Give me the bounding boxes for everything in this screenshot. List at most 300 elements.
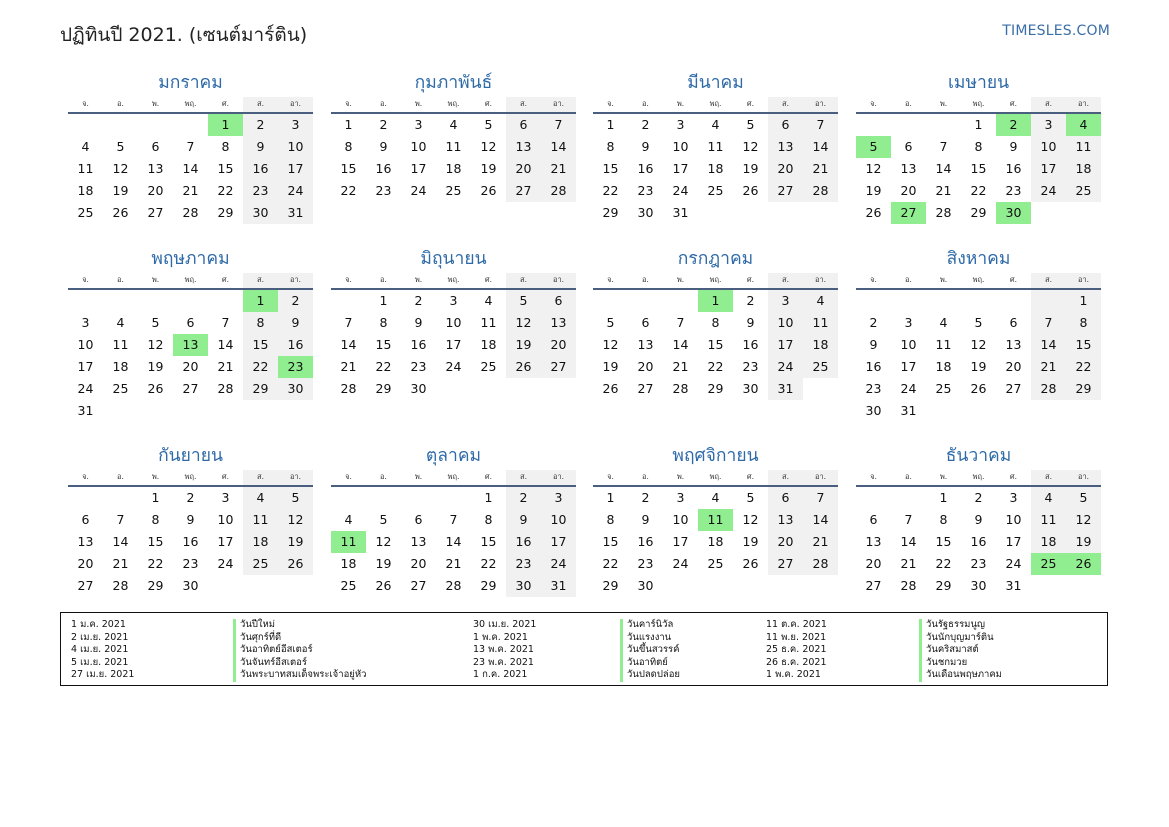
weekday-header: พ. [939,275,948,284]
day-cell: 17 [672,161,689,176]
weekday-header-row [331,273,576,290]
holiday-day-cell: 23 [278,356,313,378]
day-cell: 20 [900,183,917,198]
month-name: กรกฎาคม [677,249,754,269]
holiday-date: 1 ก.ค. 2021 [473,669,528,680]
day-cell: 4 [484,293,493,308]
month-calendar [331,445,576,597]
weekday-header-row [856,470,1101,487]
day-cell: 14 [672,337,689,352]
day-cell: 3 [414,117,423,132]
day-cell: 19 [1066,531,1101,553]
site-link[interactable]: TIMESLES.COM [1002,23,1110,39]
empty-day-cell [278,575,313,597]
holiday-day-cell: 1 [208,114,243,136]
day-cell: 30 [865,403,882,418]
holiday-date: 27 เม.ย. 2021 [71,669,135,680]
week-row [856,531,1101,553]
week-row [331,553,576,575]
week-row [856,487,1101,509]
weekday-header: พ. [414,275,423,284]
day-cell: 9 [869,337,878,352]
week-row [331,312,576,334]
day-cell: 18 [480,337,497,352]
weekday-header: พ. [676,275,685,284]
day-cell: 22 [147,556,164,571]
day-cell: 20 [147,183,164,198]
day-cell: 25 [707,183,724,198]
day-cell: 13 [637,337,654,352]
day-cell: 4 [116,315,125,330]
week-row [856,290,1101,312]
day-cell: 11 [1031,509,1066,531]
day-cell: 26 [970,381,987,396]
weekday-header: พฤ. [972,275,985,284]
day-cell: 15 [707,337,724,352]
holiday-name: วันพระบาทสมเด็จพระเจ้าอยู่หัว [233,669,366,682]
empty-day-cell [173,290,208,312]
week-row [856,158,1101,180]
holiday-date: 26 ธ.ค. 2021 [766,656,827,668]
weekday-header: พฤ. [709,99,722,108]
day-cell: 15 [147,534,164,549]
day-cell: 10 [672,139,689,154]
weekday-header: ศ. [484,99,493,108]
day-cell: 5 [151,315,160,330]
day-cell: 7 [541,114,576,136]
day-cell: 19 [278,531,313,553]
day-cell: 9 [243,136,278,158]
day-cell: 21 [900,556,917,571]
empty-day-cell [208,290,243,312]
day-cell: 6 [768,487,803,509]
day-cell: 11 [112,337,129,352]
day-cell: 11 [803,312,838,334]
day-cell: 7 [449,512,458,527]
day-cell: 30 [182,578,199,593]
empty-day-cell [331,290,366,312]
holiday-date: 30 เม.ย. 2021 [473,619,537,630]
week-row [856,378,1101,400]
day-cell: 19 [970,359,987,374]
day-cell: 26 [278,553,313,575]
week-row [68,400,313,422]
month-calendar [593,445,838,597]
month-calendar [856,248,1101,422]
weekday-header: ส. [1031,273,1066,288]
day-cell: 9 [974,512,983,527]
day-cell: 1 [484,490,493,505]
day-cell: 20 [182,359,199,374]
day-cell: 1 [151,490,160,505]
month-name: พฤษภาคม [151,249,230,269]
day-cell: 26 [742,556,759,571]
day-cell: 21 [803,531,838,553]
empty-day-cell [103,114,138,136]
day-cell: 13 [865,534,882,549]
weekday-header: อา. [278,470,313,485]
weekday-header: ศ. [221,99,230,108]
day-cell: 17 [541,531,576,553]
holiday-name: วันรัฐธรรมนูญ [919,619,1002,632]
day-cell: 14 [803,509,838,531]
day-cell: 3 [676,490,685,505]
weekday-header: อา. [1066,470,1101,485]
holiday-date: 1 ม.ค. 2021 [71,619,126,630]
weekday-header: จ. [345,99,352,108]
weekday-header: จ. [82,275,89,284]
empty-day-cell [401,487,436,509]
day-cell: 21 [1031,356,1066,378]
day-cell: 21 [112,556,129,571]
day-cell: 12 [742,512,759,527]
holiday-date: 11 ต.ค. 2021 [766,619,827,630]
week-row [68,575,313,597]
day-cell: 22 [217,183,234,198]
day-cell: 24 [541,553,576,575]
day-cell: 12 [742,139,759,154]
day-cell: 11 [77,161,94,176]
month-calendar [331,72,576,202]
day-cell: 9 [641,512,650,527]
day-cell: 10 [768,312,803,334]
holiday-day-cell: 1 [698,290,733,312]
day-cell: 29 [480,578,497,593]
day-cell: 14 [803,136,838,158]
empty-day-cell [366,487,401,509]
day-cell: 16 [410,337,427,352]
day-cell: 9 [278,312,313,334]
month-calendar [856,445,1101,597]
day-cell: 26 [506,356,541,378]
holiday-day-cell: 5 [856,136,891,158]
day-cell: 18 [77,183,94,198]
weekday-header: จ. [870,472,877,481]
day-cell: 28 [900,578,917,593]
day-cell: 17 [278,158,313,180]
day-cell: 3 [676,117,685,132]
day-cell: 12 [865,161,882,176]
month-calendar [593,72,838,224]
holiday-day-cell: 26 [1066,553,1101,575]
day-cell: 9 [186,512,195,527]
week-row [331,531,576,553]
day-cell: 18 [445,161,462,176]
month-name: มีนาคม [687,73,744,93]
day-cell: 26 [742,183,759,198]
day-cell: 28 [112,578,129,593]
day-cell: 21 [445,556,462,571]
holiday-date: 1 พ.ค. 2021 [473,631,528,643]
day-cell: 19 [506,334,541,356]
day-cell: 13 [77,534,94,549]
day-cell: 1 [939,490,948,505]
day-cell: 2 [746,293,755,308]
holiday-day-cell: 25 [1031,553,1066,575]
day-cell: 6 [869,512,878,527]
weekday-header: จ. [345,275,352,284]
day-cell: 27 [410,578,427,593]
weekday-header: ส. [243,470,278,485]
week-row [593,136,838,158]
day-cell: 18 [340,556,357,571]
day-cell: 27 [506,180,541,202]
empty-day-cell [68,290,103,312]
holiday-name: วันคาร์นิวัล [620,619,680,632]
day-cell: 17 [672,534,689,549]
empty-day-cell [1066,202,1101,224]
day-cell: 28 [182,205,199,220]
day-cell: 2 [278,290,313,312]
day-cell: 21 [672,359,689,374]
day-cell: 5 [606,315,615,330]
weekday-header: ส. [243,97,278,112]
weekday-header: อ. [117,472,124,481]
day-cell: 15 [935,534,952,549]
weekday-header: ส. [768,470,803,485]
day-cell: 29 [1066,378,1101,400]
weekday-header: พ. [676,99,685,108]
day-cell: 17 [445,337,462,352]
empty-day-cell [698,575,733,597]
day-cell: 29 [707,381,724,396]
week-row [856,114,1101,136]
day-cell: 12 [480,139,497,154]
day-cell: 29 [602,578,619,593]
holiday-name: วันปีใหม่ [233,619,366,632]
week-row [856,136,1101,158]
day-cell: 25 [707,556,724,571]
day-cell: 31 [278,202,313,224]
day-cell: 29 [217,205,234,220]
week-row [68,202,313,224]
weekday-header: พฤ. [447,99,460,108]
day-cell: 17 [77,359,94,374]
empty-day-cell [663,575,698,597]
weekday-header: อา. [803,273,838,288]
month-name: กุมภาพันธ์ [414,73,493,93]
day-cell: 15 [602,161,619,176]
day-cell: 24 [278,180,313,202]
day-cell: 5 [484,117,493,132]
day-cell: 4 [243,487,278,509]
empty-day-cell [926,114,961,136]
empty-day-cell [1031,202,1066,224]
day-cell: 25 [480,359,497,374]
day-cell: 30 [637,578,654,593]
empty-day-cell [1066,400,1101,422]
day-cell: 25 [243,553,278,575]
day-cell: 8 [344,139,353,154]
day-cell: 13 [768,509,803,531]
day-cell: 5 [506,290,541,312]
day-cell: 8 [606,139,615,154]
holiday-name: วันแรงงาน [620,632,680,645]
day-cell: 31 [541,575,576,597]
day-cell: 17 [410,161,427,176]
week-row [593,334,838,356]
day-cell: 23 [637,183,654,198]
day-cell: 27 [637,381,654,396]
holiday-name: วันศุกร์ที่ดี [233,632,366,645]
day-cell: 12 [1066,509,1101,531]
day-cell: 2 [974,490,983,505]
day-cell: 14 [340,337,357,352]
day-cell: 5 [974,315,983,330]
day-cell: 8 [484,512,493,527]
day-cell: 14 [935,161,952,176]
day-cell: 29 [602,205,619,220]
week-row [593,487,838,509]
week-row [331,180,576,202]
weekday-header: พ. [151,472,160,481]
day-cell: 20 [637,359,654,374]
week-row [856,312,1101,334]
day-cell: 28 [1031,378,1066,400]
day-cell: 28 [217,381,234,396]
day-cell: 14 [217,337,234,352]
holiday-day-cell: 11 [331,531,366,553]
weekday-header: จ. [870,275,877,284]
day-cell: 4 [449,117,458,132]
empty-day-cell [173,400,208,422]
holiday-names-col-2 [620,619,680,682]
weekday-header: ส. [243,273,278,288]
day-cell: 9 [506,509,541,531]
weekday-header: พฤ. [184,275,197,284]
day-cell: 24 [77,381,94,396]
day-cell: 22 [340,183,357,198]
weekday-header: อ. [905,472,912,481]
weekday-header: ส. [768,97,803,112]
day-cell: 9 [379,139,388,154]
week-row [68,334,313,356]
day-cell: 10 [541,509,576,531]
weekday-header-row [593,97,838,114]
day-cell: 27 [865,578,882,593]
day-cell: 3 [278,114,313,136]
empty-day-cell [891,290,926,312]
day-cell: 10 [1005,512,1022,527]
week-row [331,575,576,597]
day-cell: 18 [935,359,952,374]
weekday-header: ศ. [1009,99,1018,108]
day-cell: 12 [375,534,392,549]
weekday-header-row [68,97,313,114]
weekday-header-row [68,273,313,290]
weekday-header: ศ. [484,472,493,481]
day-cell: 31 [1005,578,1022,593]
day-cell: 1 [606,117,615,132]
weekday-header: อ. [642,99,649,108]
day-cell: 17 [1005,534,1022,549]
day-cell: 25 [935,381,952,396]
empty-day-cell [103,400,138,422]
week-row [331,509,576,531]
day-cell: 4 [803,290,838,312]
holiday-dates-col-2 [473,619,536,682]
day-cell: 1 [344,117,353,132]
day-cell: 17 [900,359,917,374]
day-cell: 7 [939,139,948,154]
day-cell: 5 [746,490,755,505]
empty-day-cell [138,290,173,312]
week-row [593,378,838,400]
weekday-header: จ. [82,472,89,481]
day-cell: 25 [803,356,838,378]
week-row [331,114,576,136]
weekday-header: ส. [506,273,541,288]
holiday-day-cell: 1 [243,290,278,312]
day-cell: 28 [803,180,838,202]
month-calendar [856,72,1101,224]
day-cell: 6 [414,512,423,527]
day-cell: 25 [445,183,462,198]
holiday-date: 4 เม.ย. 2021 [71,644,129,655]
holiday-day-cell: 27 [891,202,926,224]
day-cell: 12 [147,337,164,352]
day-cell: 15 [375,337,392,352]
day-cell: 21 [803,158,838,180]
day-cell: 6 [186,315,195,330]
day-cell: 26 [147,381,164,396]
day-cell: 7 [344,315,353,330]
day-cell: 17 [768,334,803,356]
day-cell: 16 [637,534,654,549]
week-row [68,114,313,136]
week-row [68,378,313,400]
day-cell: 11 [935,337,952,352]
day-cell: 10 [77,337,94,352]
day-cell: 24 [217,556,234,571]
day-cell: 28 [541,180,576,202]
weekday-header: อ. [380,99,387,108]
month-name: มกราคม [158,73,223,93]
day-cell: 14 [112,534,129,549]
holiday-list [60,612,1108,686]
weekday-header: พ. [151,275,160,284]
day-cell: 10 [217,512,234,527]
month-calendar [68,248,313,422]
holiday-day-cell: 30 [996,202,1031,224]
week-row [593,202,838,224]
week-row [68,180,313,202]
day-cell: 28 [672,381,689,396]
day-cell: 15 [480,534,497,549]
weekday-header: พฤ. [447,472,460,481]
week-row [593,356,838,378]
day-cell: 29 [935,578,952,593]
holiday-name: วันชกมวย [919,657,1002,670]
week-row [593,312,838,334]
day-cell: 23 [375,183,392,198]
day-cell: 6 [641,315,650,330]
day-cell: 10 [278,136,313,158]
weekday-header: ส. [506,470,541,485]
day-cell: 5 [278,487,313,509]
month-name: เมษายน [947,73,1010,93]
day-cell: 2 [869,315,878,330]
month-name: ธันวาคม [945,446,1012,466]
empty-day-cell [278,400,313,422]
day-cell: 22 [1066,356,1101,378]
weekday-header: อ. [642,275,649,284]
weekday-header: ศ. [1009,472,1018,481]
day-cell: 26 [865,205,882,220]
day-cell: 18 [1066,158,1101,180]
week-row [331,136,576,158]
month-name: มิถุนายน [420,249,487,269]
